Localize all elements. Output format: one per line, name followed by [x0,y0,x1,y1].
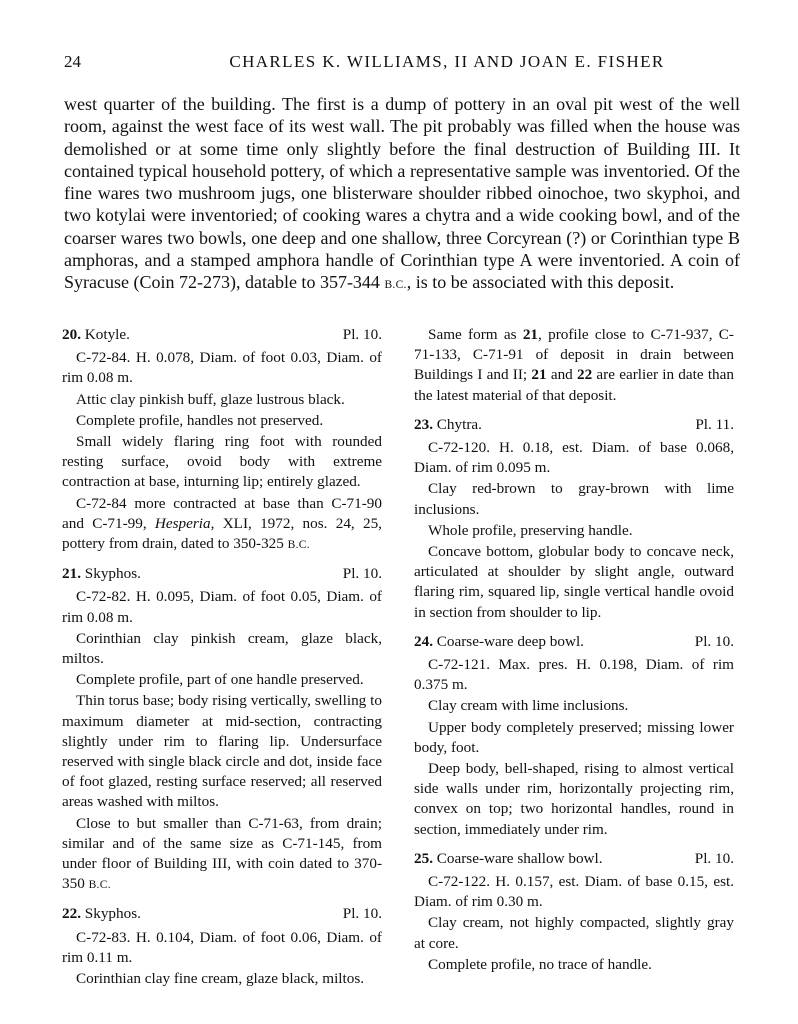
entry-heading [62,564,382,584]
entry-number: 20. [62,326,81,343]
left-column [62,325,382,998]
entry-preservation: Complete profile, handles not preserved. [76,411,324,429]
entry-crossref-2: 21 [531,366,547,384]
entry-clay: Corinthian clay fine cream, glaze black, miltos. [76,970,365,988]
comparanda-era: B.C. [88,879,111,892]
entry-title: Chytra. [436,415,482,433]
entry-description: Small widely flaring ring foot with rounded resting surface, ovoid body with extreme contraction at base, inturning lip; entirely glazed. [62,433,382,491]
entry-title: Skyphos. [84,565,141,583]
catalogue-entry-23 [414,415,734,623]
entry-title: Kotyle. [84,326,130,343]
intro-text-end: , is to be associated with this deposit. [406,272,675,293]
plate-reference: Pl. 10. [694,632,734,650]
catalogue-entry-25 [414,849,734,975]
plate-reference: Pl. 11. [695,415,734,433]
intro-era: B.C. [384,279,407,292]
comparanda-text: C-72-84 more contracted at base than C-71-90 and C-71-99, [62,494,382,532]
comparanda-text-3: and [546,366,577,384]
entry-dimensions: C-72-84. H. 0.078, Diam. of foot 0.03, Diam. of rim 0.08 m. [62,349,382,387]
entry-heading [414,415,734,435]
comparanda-text-4: are earlier in date than the latest material of that deposit. [414,366,734,404]
entry-dimensions: C-72-120. H. 0.18, est. Diam. of base 0.068, Diam. of rim 0.095 m. [414,439,734,477]
plate-reference: Pl. 10. [342,905,382,923]
entry-clay: Clay red-brown to gray-brown with lime inclusions. [414,480,734,518]
entry-dimensions: C-72-122. H. 0.157, est. Diam. of base 0.15, est. Diam. of rim 0.30 m. [414,873,734,911]
entry-crossref: 21 [522,326,538,343]
entry-preservation: Upper body completely preserved; missing lower body, foot. [414,718,734,756]
entry-heading [62,904,382,924]
entry-crossref-3: 22 [577,366,593,384]
intro-text: west quarter of the building. The first is a dump of pottery in an oval pit west of the well room, against the west face of its west wall. The pit probably was filled when the house was demolished or at some time only slightly before the final destruction of Building III. It contained typical household pottery, of which a representative sample was inventoried. Of the fine wares two mushroom jugs, one blisterware shoulder ribbed oinochoe, two skyphoi, and two kotylai were inventoried; of cooking wares a chytra and a wide cooking bowl, and of the coarser wares two bowls, one deep and one shallow, three Corcyrean (?) or Corinthian type B amphoras, and a stamped amphora handle of Corinthian type A were inventoried. A coin of Syracuse (Coin 72-273), datable to 357-344 [64,94,740,293]
entry-heading [414,849,734,869]
entry-description: Concave bottom, globular body to concave neck, articulated at shoulder by slight angle, outward flaring rim, squared lip, single vertical handle ovoid in section from shoulder to lip. [414,543,734,621]
page-header [64,52,738,76]
entry-preservation: Whole profile, preserving handle. [428,521,633,539]
comparanda-text: Same form as [428,326,523,343]
comparanda-text-2: , XLI, 1972, nos. 24, 25, pottery from drain, dated to 350-325 [62,514,382,553]
catalogue-entry-24 [414,632,734,840]
entry-title: Skyphos. [84,905,141,923]
catalogue-entry-21 [62,564,382,895]
running-title: CHARLES K. WILLIAMS, II AND JOAN E. FISHER [229,52,665,71]
entry-description: Deep body, bell-shaped, rising to almost vertical side walls under rim, horizontally projecting rim, convex on top; two horizontal handles, round in section, immediately under rim. [414,760,734,838]
entry-clay: Corinthian clay pinkish cream, glaze black, miltos. [62,629,382,668]
entry-number: 24. [414,632,433,650]
intro-paragraph [64,93,740,297]
plate-reference: Pl. 10. [694,849,734,867]
entry-comparanda [62,814,382,896]
entry-comparanda [62,494,382,556]
entry-dimensions: C-72-121. Max. pres. H. 0.198, Diam. of rim 0.375 m. [414,656,734,694]
entry-heading [62,325,382,345]
entry-clay: Clay cream with lime inclusions. [428,697,629,715]
entry-number: 23. [414,415,433,433]
entry-title: Coarse-ware shallow bowl. [436,849,603,867]
entry-clay: Attic clay pinkish buff, glaze lustrous black. [76,390,345,408]
entry-dimensions: C-72-83. H. 0.104, Diam. of foot 0.06, Diam. of rim 0.11 m. [62,928,382,966]
plate-reference: Pl. 10. [342,326,382,343]
comparanda-text: Close to but smaller than C-71-63, from drain; similar and of the same size as C-71-145, from under floor of Building III, with coin dated to 370-350 [62,814,382,893]
entry-number: 21. [62,565,81,583]
page-number: 24 [64,52,81,71]
entry-heading [414,632,734,652]
entry-title: Coarse-ware deep bowl. [436,632,584,650]
plate-reference: Pl. 10. [342,565,382,583]
entry-number: 22. [62,905,81,923]
entry-description: Thin torus base; body rising vertically, swelling to maximum diameter at mid-section, contracting slightly under rim to flaring lip. Undersurface reserved with single black circle and dot, inside face of foot glazed, resting surface reserved; all reserved areas washed with miltos. [62,692,382,811]
catalogue-entry-20 [62,325,382,555]
right-column [414,325,734,984]
entry-preservation: Complete profile, no trace of handle. [428,955,652,973]
entry-clay: Clay cream, not highly compacted, slightly gray at core. [414,914,734,952]
journal-title: Hesperia [154,514,211,532]
entry-comparanda [414,325,734,406]
comparanda-era: B.C. [287,539,310,552]
entry-dimensions: C-72-82. H. 0.095, Diam. of foot 0.05, Diam. of rim 0.08 m. [62,588,382,626]
entry-preservation: Complete profile, part of one handle preserved. [76,671,364,689]
catalogue-entry-22-continued [414,325,734,406]
catalogue-entry-22 [62,904,382,989]
comparanda-text-2: , profile close to C-71-937, C-71-133, C-71-91 of deposit in drain between Buildings I and II; [414,326,734,384]
entry-number: 25. [414,849,433,867]
